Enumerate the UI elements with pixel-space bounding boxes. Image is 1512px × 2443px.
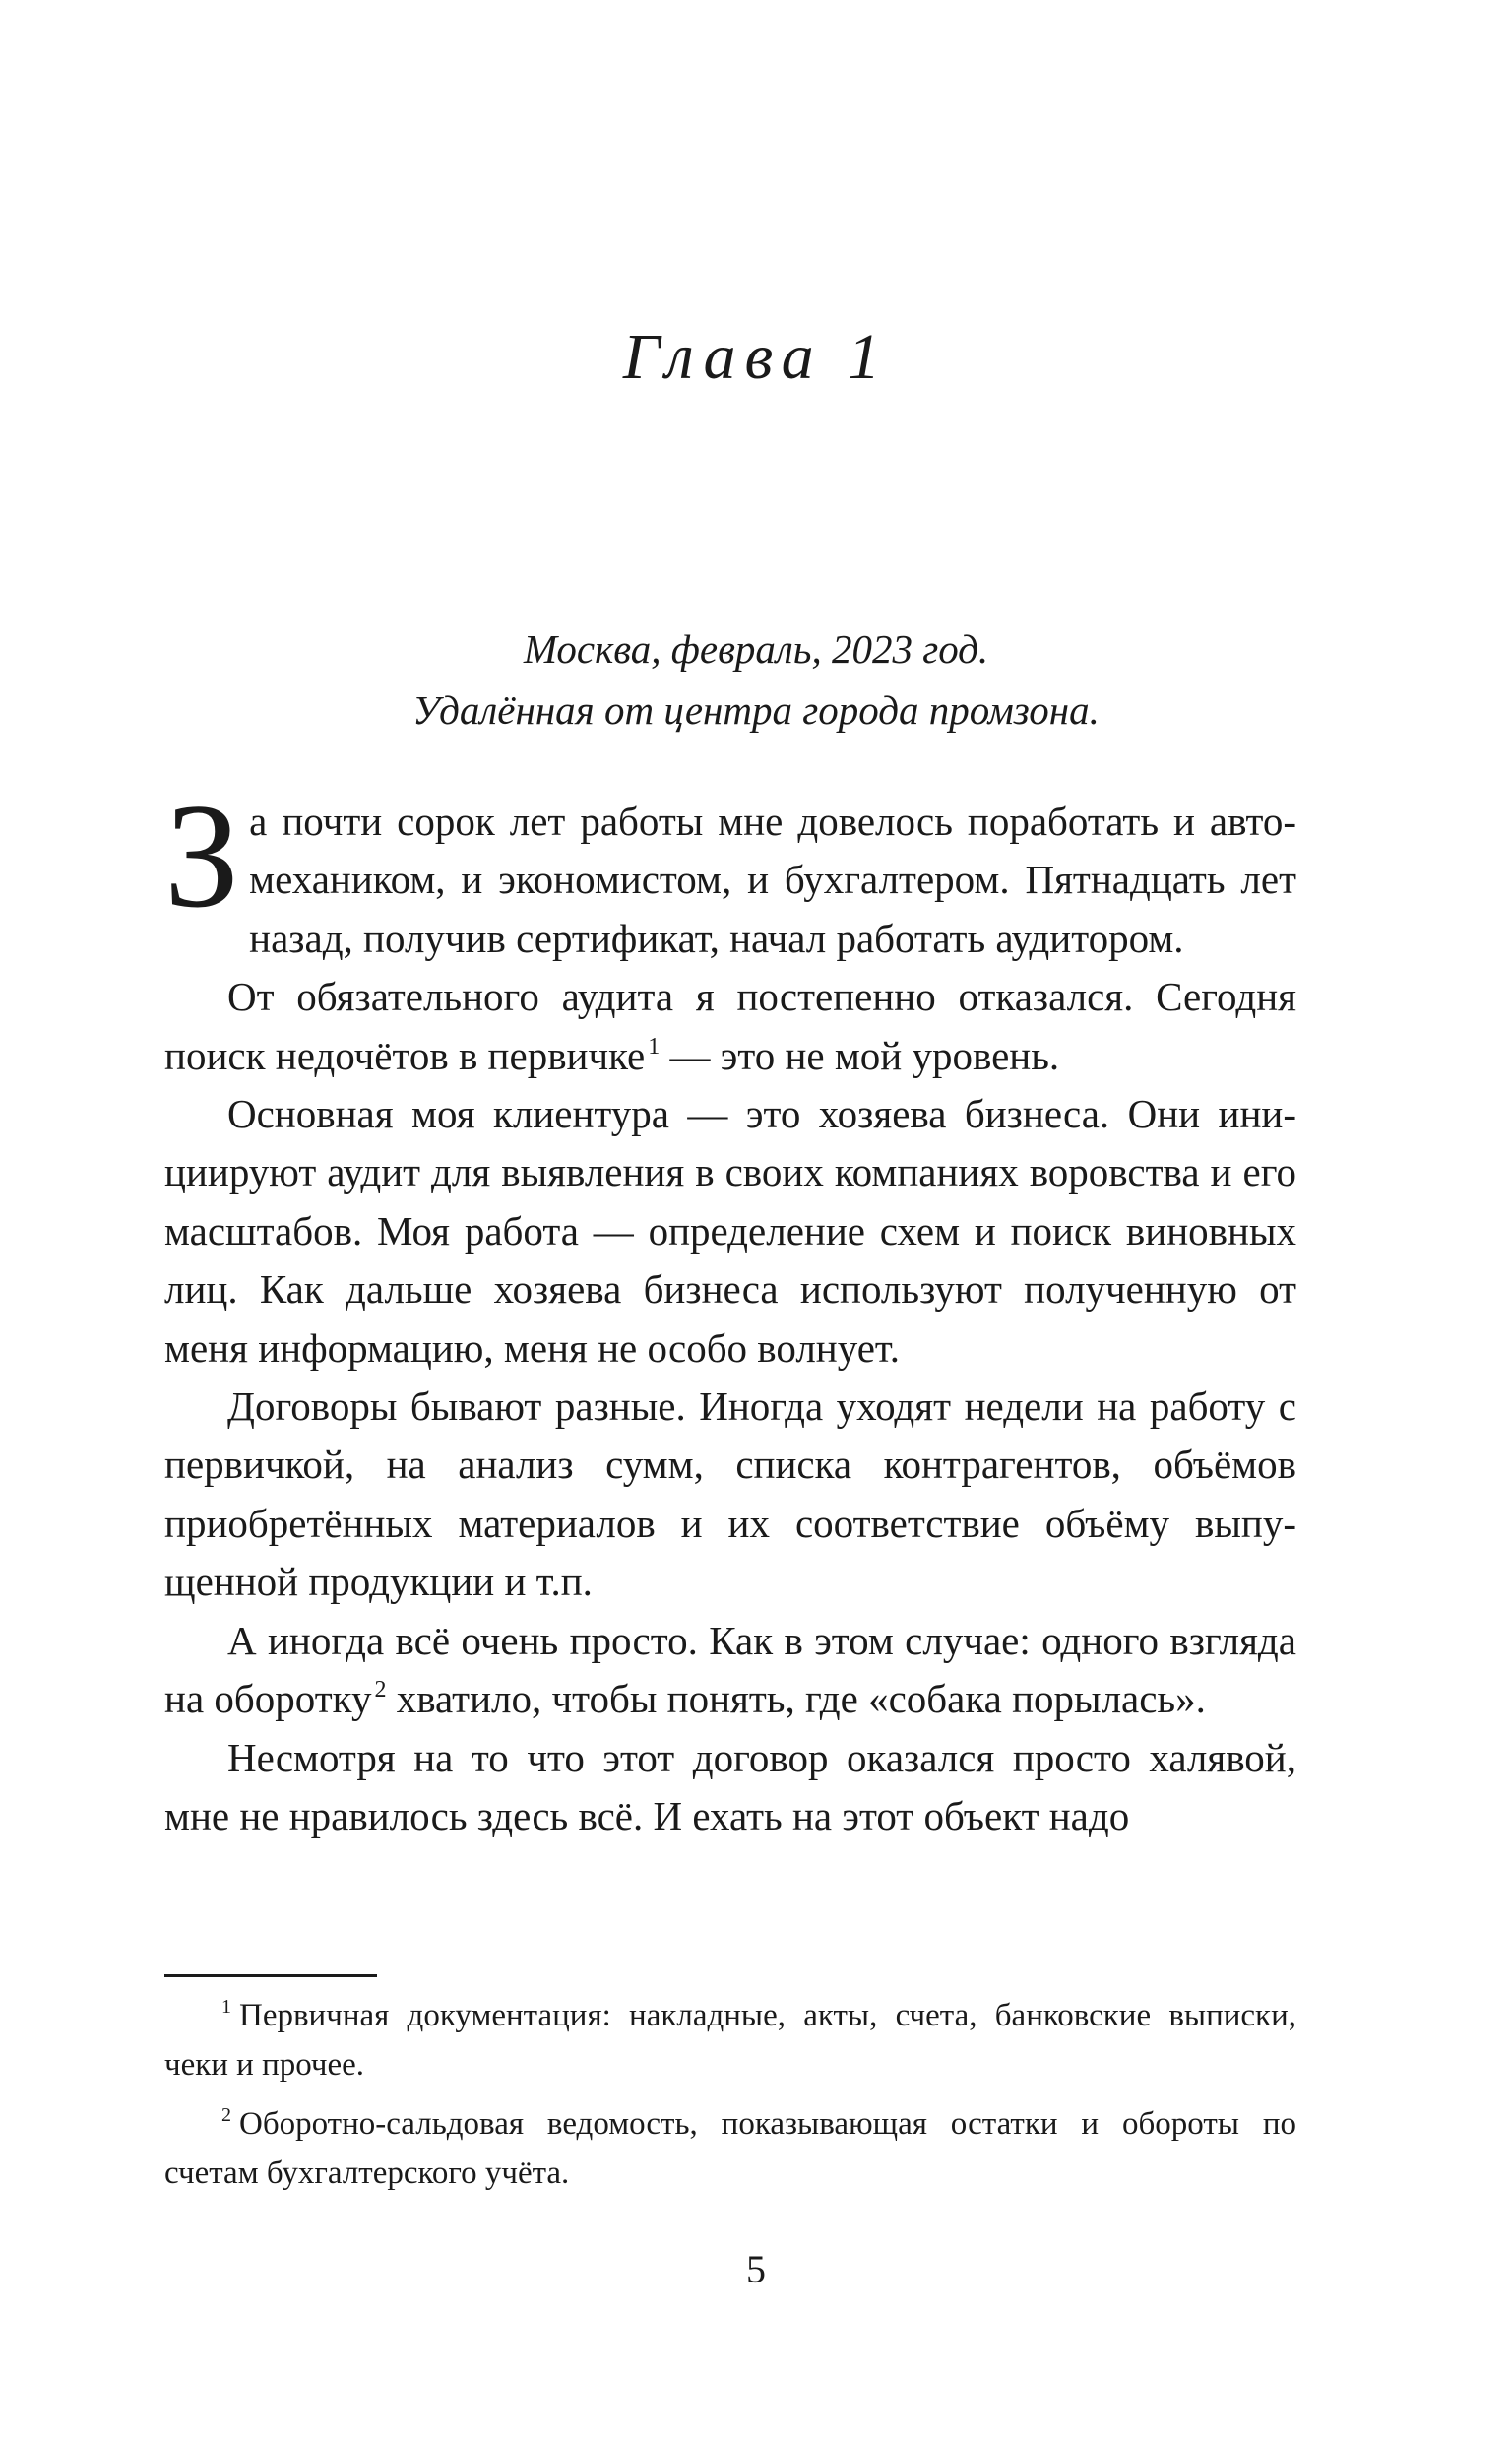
dateline-line-1: Москва, февраль, 2023 год. bbox=[523, 626, 989, 672]
paragraph-5-text-a: А иногда всё очень просто. Как в этом случае: одного взгляда на оборотку bbox=[164, 1617, 1296, 1722]
footnote-1 bbox=[164, 1991, 1296, 2089]
paragraph-2 bbox=[164, 968, 1296, 1085]
dateline bbox=[0, 618, 1512, 740]
footnote-1-text: Первичная документация: накладные, акты, счета, банковские выписки, чеки и прочее. bbox=[164, 1998, 1296, 2083]
paragraph-1-text: а почти сорок лет работы мне довелось поработать и автомехаником, и экономистом, и бухгалтером. Пятнадцать лет назад, получив сертификат, начал работать аудитором. bbox=[249, 799, 1296, 961]
paragraph-2-text-b: — это не мой уровень. bbox=[660, 1032, 1060, 1078]
chapter-body bbox=[164, 773, 1296, 1845]
footnote-ref-2[interactable]: 2 bbox=[374, 1677, 387, 1704]
paragraph-2-text-a: От обязательного аудита я постепенно отказался. Сегодня поиск недочётов в первичке bbox=[164, 974, 1296, 1078]
footnote-ref-1[interactable]: 1 bbox=[648, 1033, 661, 1060]
chapter-title: Глава 1 bbox=[622, 321, 890, 393]
drop-cap: З bbox=[164, 773, 240, 938]
paragraph-1 bbox=[164, 773, 1296, 968]
footnote-divider bbox=[164, 1974, 377, 1977]
footnote-2-marker: 2 bbox=[221, 2104, 231, 2126]
page-number: 5 bbox=[746, 2247, 766, 2291]
paragraph-6: Несмотря на то что этот договор оказался просто халявой, мне не нравилось здесь всё. И ехать на этот объект надо bbox=[164, 1734, 1296, 1838]
footnote-1-marker: 1 bbox=[221, 1996, 231, 2018]
paragraph-5 bbox=[164, 1612, 1296, 1729]
footnote-2-text: Оборотно-сальдовая ведомость, показывающая остатки и обороты по счетам бухгалтерского учёта. bbox=[164, 2106, 1296, 2191]
paragraph-5-text-b: хватило, чтобы понять, где «собака порылась». bbox=[386, 1676, 1206, 1722]
footnote-2 bbox=[164, 2099, 1296, 2198]
paragraph-3: Основная моя клиентура — это хозяева бизнеса. Они инициируют аудит для выявления в своих компаниях воровства и его масштабов. Моя работа — определение схем и поиск виновных лиц. Как дальше хозяева бизнеса используют полученную от меня информацию, меня не особо волнует. bbox=[164, 1091, 1296, 1371]
footnotes bbox=[164, 1991, 1296, 2208]
dateline-line-2: Удалённая от центра города промзона. bbox=[412, 687, 1100, 733]
paragraph-4: Договоры бывают разные. Иногда уходят недели на работу с первичкой, на анализ сумм, списка контрагентов, объёмов приобретённых материалов и их соответствие объёму выпущенной продукции и т.п. bbox=[164, 1383, 1296, 1605]
